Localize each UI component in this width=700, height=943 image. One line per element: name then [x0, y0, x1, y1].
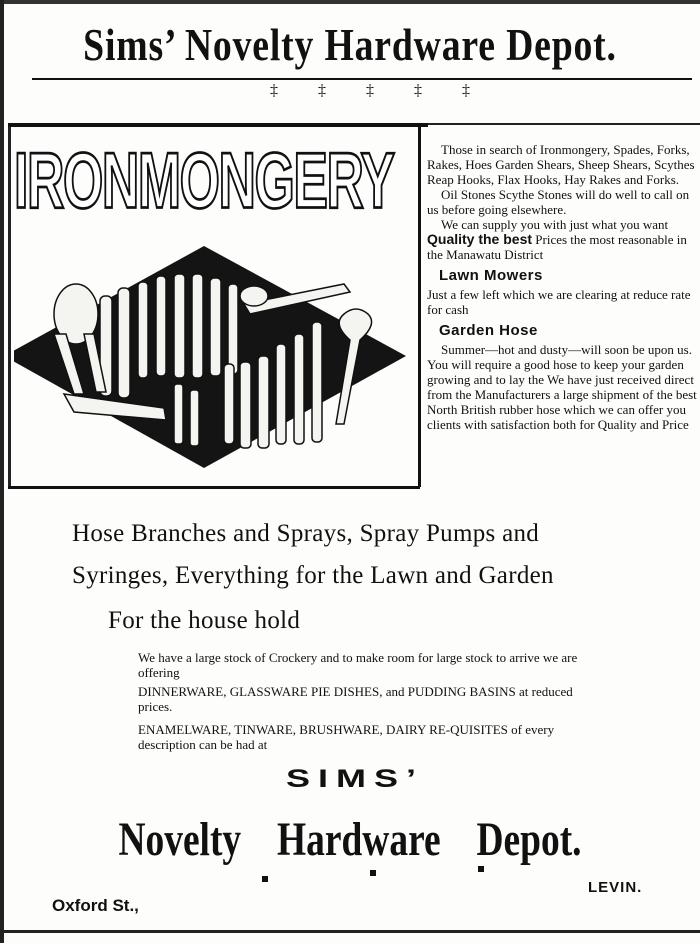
supply-paragraph [427, 217, 699, 262]
sims-wordmark: SIMS’ [285, 764, 424, 793]
hose-branches-line: Hose Branches and Sprays, Spray Pumps and [72, 520, 540, 547]
ad-box-left-rule [8, 127, 11, 487]
lawn-mowers-heading: Lawn Mowers [439, 267, 543, 284]
syringes-line: Syringes, Everything for the Lawn and Garden [72, 562, 554, 589]
separator-dot [370, 870, 376, 876]
column-divider [418, 127, 421, 487]
garden-hose-paragraph: Summer—hot and dusty—will soon be upon us. You will require a good hose to keep your garden growing and to lay the We have just received direct from the Manufacturers a large shipment of the best North British rubber hose which we can offer you clients with satisfaction both for Quality and Price [427, 342, 697, 432]
supply-text-a: We can supply you with just what you want [441, 217, 669, 232]
bottom-rule [0, 930, 700, 933]
garden-hose-heading: Garden Hose [439, 322, 538, 339]
ironmongery-paragraph: Those in search of Ironmongery, Spades, Forks, Rakes, Hoes Garden Shears, Sheep Shears, Scythes Reap Hooks, Flax Hooks, Hay Rakes and Forks. [427, 142, 695, 187]
street-address: Oxford St., [52, 896, 139, 915]
hardware-tools-illustration-icon [14, 244, 414, 470]
quality-bold: Quality the best [427, 231, 533, 247]
town-name: LEVIN. [588, 879, 643, 896]
supply-text-b: Prices the most reasonable in the Manawatu District [427, 232, 687, 262]
column-top-rule [428, 123, 700, 125]
title-rule [32, 78, 692, 80]
enamelware-paragraph: ENAMELWARE, TINWARE, BRUSHWARE, DAIRY RE-QUISITES of every description can be had at [138, 722, 555, 752]
separator-dot [262, 876, 268, 882]
dagger-ornament: ‡ ‡ ‡ ‡ ‡ [270, 82, 488, 99]
page-title: Sims’ Novelty Hardware Depot. [83, 19, 617, 70]
right-column-text [427, 142, 699, 432]
dinnerware-paragraph: DINNERWARE, GLASSWARE PIE DISHES, and PUDDING BASINS at reduced prices. [138, 684, 573, 714]
ad-box-top-rule [8, 123, 428, 127]
oil-stones-paragraph: Oil Stones Scythe Stones will do well to call on us before going elsewhere. [427, 187, 690, 217]
ironmongery-lettering: IRONMONGERY [14, 137, 394, 226]
separator-dot [478, 866, 484, 872]
page-top-border [0, 0, 700, 4]
page-left-border [0, 0, 4, 943]
crockery-paragraph: We have a large stock of Crockery and to make room for large stock to arrive we are offering [138, 650, 578, 680]
ad-box-bottom-rule [8, 486, 420, 489]
household-line: For the house hold [108, 607, 301, 634]
lawn-mowers-paragraph: Just a few left which we are clearing at reduce rate for cash [427, 287, 691, 317]
depot-name: Novelty Hardware Depot. [118, 813, 582, 866]
